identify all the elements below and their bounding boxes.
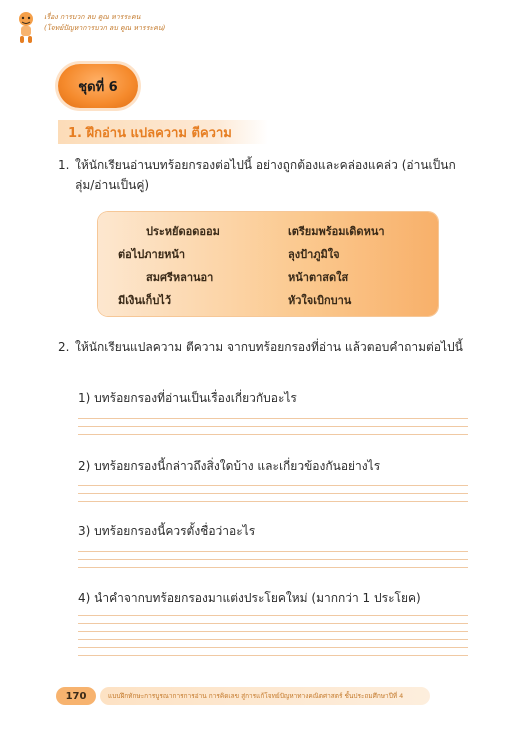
sub-question-2: 2) บทร้อยกรองนี้กล่าวถึงสิ่งใดบ้าง และเกี่ยวข้องกันอย่างไร xyxy=(78,459,381,473)
page-number: 170 xyxy=(65,690,87,702)
poem-left-3: สมศรีหลานอา xyxy=(146,271,214,284)
header-line-1: เรื่อง การบวก ลบ คูณ หารระคน xyxy=(44,13,141,21)
question-2-text: ให้นักเรียนแปลความ ตีความ จากบทร้อยกรองที่อ่าน แล้วตอบคำถามต่อไปนี้ xyxy=(75,340,463,354)
answer-lines-1[interactable] xyxy=(78,418,468,442)
mascot-icon xyxy=(14,10,38,44)
answer-lines-4[interactable] xyxy=(78,615,468,663)
question-1-number: 1. xyxy=(58,158,70,172)
running-header xyxy=(14,10,234,46)
poem-left-4: มีเงินเก็บไว้ xyxy=(118,294,172,307)
poem-right-3: หน้าตาสดใส xyxy=(288,271,349,284)
footer-bar xyxy=(100,687,430,705)
poem-left-2: ต่อไปภายหน้า xyxy=(118,248,186,261)
section-title: 1. ฝึกอ่าน แปลความ ตีความ xyxy=(68,125,232,141)
poem-right-2: ลุงป้าภูมิใจ xyxy=(288,248,340,261)
poem-box xyxy=(98,212,438,316)
set-label: ชุดที่ 6 xyxy=(78,79,118,95)
page-number-pill xyxy=(56,687,96,705)
book-title: แบบฝึกทักษะการบูรณาการการอ่าน การคิดเลข สู่การแก้โจทย์ปัญหาทางคณิตศาสตร์ ชั้นประถมศึกษาปีที่ 4 xyxy=(108,692,404,700)
header-line-2: (โจทย์ปัญหาการบวก ลบ คูณ หารระคน) xyxy=(44,24,166,32)
set-badge xyxy=(58,64,138,108)
question-1-text: ให้นักเรียนอ่านบทร้อยกรองต่อไปนี้ อย่างถูกต้องและคล่องแคล่ว (อ่านเป็นกลุ่ม/อ่านเป็นคู่) xyxy=(75,158,456,192)
sub-question-3: 3) บทร้อยกรองนี้ควรตั้งชื่อว่าอะไร xyxy=(78,524,256,538)
sub-question-4: 4) นำคำจากบทร้อยกรองมาแต่งประโยคใหม่ (มากกว่า 1 ประโยค) xyxy=(78,591,421,605)
sub-question-1: 1) บทร้อยกรองที่อ่านเป็นเรื่องเกี่ยวกับอะไร xyxy=(78,391,297,405)
answer-lines-3[interactable] xyxy=(78,551,468,575)
poem-right-4: หัวใจเบิกบาน xyxy=(288,294,352,307)
section-title-bar xyxy=(58,120,268,144)
poem-right-1: เตรียมพร้อมเดิดหนา xyxy=(288,225,385,238)
question-2 xyxy=(58,337,468,357)
poem-left-1: ประหยัดอดออม xyxy=(146,225,220,238)
question-1 xyxy=(58,155,468,195)
answer-lines-2[interactable] xyxy=(78,485,468,509)
question-2-number: 2. xyxy=(58,340,70,354)
